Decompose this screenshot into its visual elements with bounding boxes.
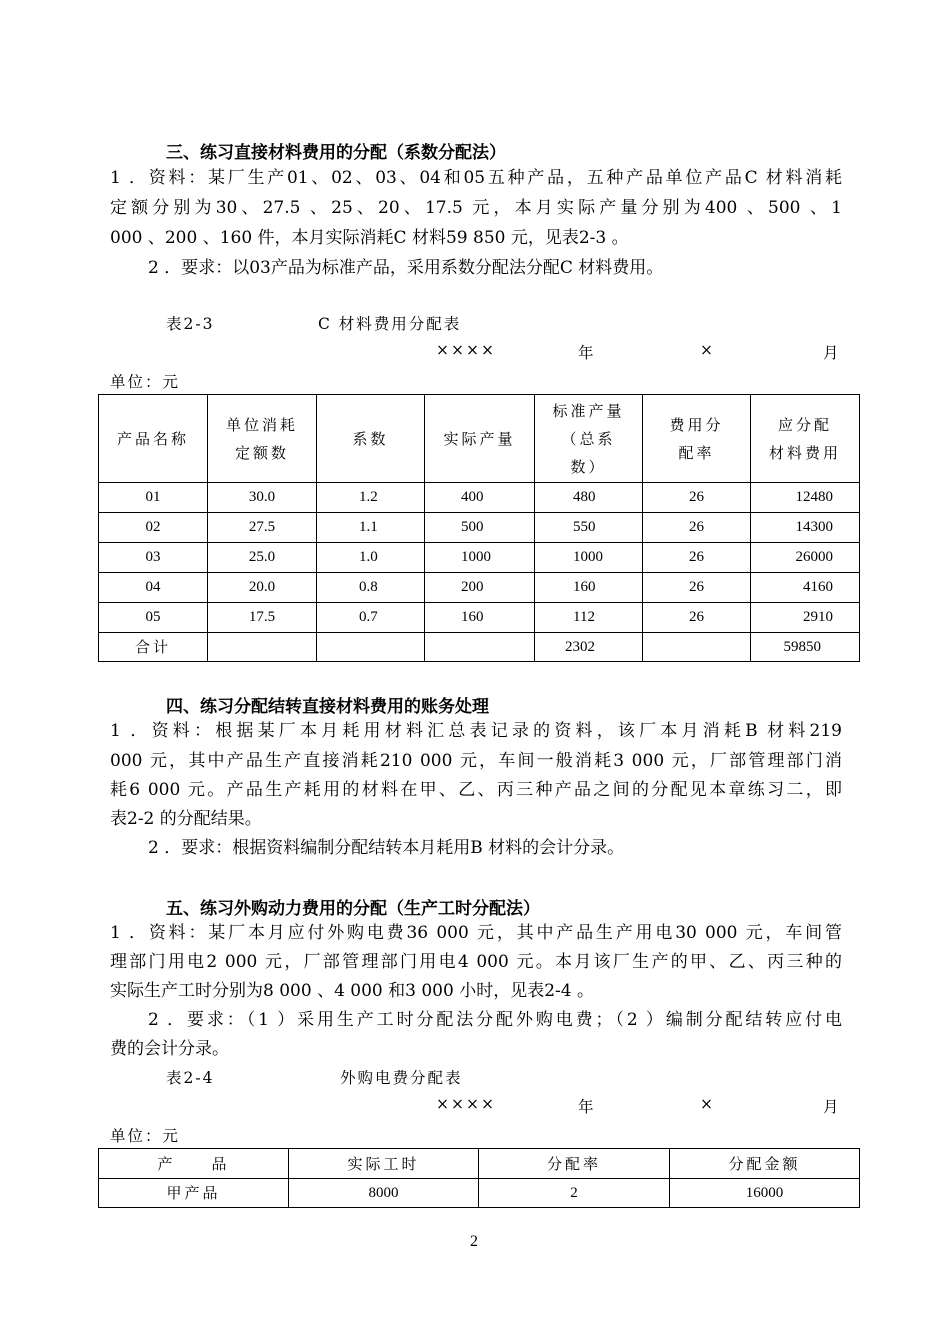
cell-rate: 26 bbox=[643, 603, 751, 633]
section4-para1-line2: 000 元，其中产品生产直接消耗210 000 元，车间一般消耗3 000 元，厂部管理部门消 bbox=[110, 751, 842, 771]
cell-amount: 16000 bbox=[670, 1179, 860, 1208]
table-row bbox=[99, 483, 860, 513]
section3-para1-line2: 定额分别为30、27.5 、25、20、17.5 元，本月实际产量分别为400 、500 、1 bbox=[110, 198, 842, 218]
table-2-4-unit: 单位：元 bbox=[110, 1127, 181, 1145]
cell-alloc: 26000 bbox=[751, 543, 860, 573]
cell-rate: 26 bbox=[643, 543, 751, 573]
section5-para2-line1: 2 ．要求：（1 ）采用生产工时分配法分配外购电费；（2 ）编制分配结转应付电 bbox=[148, 1010, 842, 1030]
cell-rate: 26 bbox=[643, 483, 751, 513]
section3-para1-line3: 000 、200 、160 件，本月实际消耗C 材料59 850 元，见表2-3 。 bbox=[110, 228, 629, 248]
cell-total-alloc: 59850 bbox=[751, 633, 860, 662]
cell-name: 05 bbox=[99, 603, 208, 633]
table-row bbox=[99, 513, 860, 543]
table-row bbox=[99, 1179, 860, 1208]
cell-empty bbox=[643, 633, 751, 662]
table-row bbox=[99, 543, 860, 573]
table-2-3-number: 表2-3 bbox=[166, 315, 215, 333]
table-2-4 bbox=[98, 1148, 860, 1208]
cell-coef: 1.0 bbox=[317, 543, 425, 573]
cell-std: 1000 bbox=[535, 543, 643, 573]
cell-hours: 8000 bbox=[289, 1179, 479, 1208]
cell-actual: 400 bbox=[425, 483, 535, 513]
table-header-row bbox=[99, 395, 860, 483]
table-row bbox=[99, 573, 860, 603]
cell-total-label: 合计 bbox=[99, 633, 208, 662]
cell-name: 03 bbox=[99, 543, 208, 573]
table-2-4-month: × bbox=[700, 1095, 715, 1113]
cell-alloc: 12480 bbox=[751, 483, 860, 513]
cell-empty bbox=[317, 633, 425, 662]
cell-name: 甲产品 bbox=[99, 1179, 289, 1208]
table-2-4-number: 表2-4 bbox=[166, 1069, 215, 1087]
cell-quota: 30.0 bbox=[208, 483, 317, 513]
header-actual-output: 实际产量 bbox=[425, 395, 535, 483]
table-total-row bbox=[99, 633, 860, 662]
header-coefficient: 系数 bbox=[317, 395, 425, 483]
table-2-4-year: ×××× bbox=[436, 1095, 496, 1113]
cell-coef: 1.2 bbox=[317, 483, 425, 513]
table-2-3-year: ×××× bbox=[436, 341, 496, 359]
cell-alloc: 14300 bbox=[751, 513, 860, 543]
section3-para1-line1: 1 ．资料：某厂生产01、02、03、04和05五种产品，五种产品单位产品C 材料消耗 bbox=[110, 168, 842, 188]
page-number: 2 bbox=[470, 1233, 478, 1250]
section4-heading: 四、练习分配结转直接材料费用的账务处理 bbox=[166, 697, 489, 717]
section5-para1-line3: 实际生产工时分别为8 000 、4 000 和3 000 小时，见表2-4 。 bbox=[110, 981, 594, 1001]
table-2-4-nian: 年 bbox=[578, 1098, 596, 1116]
cell-empty bbox=[425, 633, 535, 662]
header-allocation-rate: 费用分 配率 bbox=[643, 395, 751, 483]
section5-para1-line1: 1 ．资料：某厂本月应付外购电费36 000 元，其中产品生产用电30 000 元，车间管 bbox=[110, 923, 842, 943]
cell-name: 04 bbox=[99, 573, 208, 603]
header-product-name: 产品名称 bbox=[99, 395, 208, 483]
header-allocation-rate: 分配率 bbox=[479, 1149, 670, 1179]
header-actual-hours: 实际工时 bbox=[289, 1149, 479, 1179]
cell-coef: 0.8 bbox=[317, 573, 425, 603]
section4-para1-line3: 耗6 000 元。产品生产耗用的材料在甲、乙、丙三种产品之间的分配见本章练习二，即 bbox=[110, 780, 842, 800]
table-2-4-yue: 月 bbox=[823, 1098, 841, 1116]
cell-quota: 27.5 bbox=[208, 513, 317, 543]
cell-quota: 25.0 bbox=[208, 543, 317, 573]
cell-std: 480 bbox=[535, 483, 643, 513]
cell-actual: 500 bbox=[425, 513, 535, 543]
table-2-3-yue: 月 bbox=[823, 344, 841, 362]
header-allocated-cost: 应分配 材料费用 bbox=[751, 395, 860, 483]
cell-total-std: 2302 bbox=[535, 633, 643, 662]
cell-empty bbox=[208, 633, 317, 662]
cell-std: 550 bbox=[535, 513, 643, 543]
section4-para2: 2 ．要求：根据资料编制分配结转本月耗用B 材料的会计分录。 bbox=[148, 838, 625, 858]
cell-alloc: 4160 bbox=[751, 573, 860, 603]
cell-coef: 1.1 bbox=[317, 513, 425, 543]
cell-alloc: 2910 bbox=[751, 603, 860, 633]
cell-std: 160 bbox=[535, 573, 643, 603]
cell-quota: 20.0 bbox=[208, 573, 317, 603]
header-allocation-amount: 分配金额 bbox=[670, 1149, 860, 1179]
cell-rate: 26 bbox=[643, 573, 751, 603]
table-2-3-nian: 年 bbox=[578, 344, 596, 362]
section5-para2-line2: 费的会计分录。 bbox=[110, 1039, 229, 1059]
cell-name: 01 bbox=[99, 483, 208, 513]
cell-actual: 200 bbox=[425, 573, 535, 603]
cell-name: 02 bbox=[99, 513, 208, 543]
table-2-4-title: 外购电费分配表 bbox=[340, 1069, 463, 1087]
table-header-row bbox=[99, 1149, 860, 1179]
section4-para1-line4: 表2-2 的分配结果。 bbox=[110, 809, 262, 829]
table-row bbox=[99, 603, 860, 633]
cell-std: 112 bbox=[535, 603, 643, 633]
table-2-3 bbox=[98, 394, 860, 662]
table-2-3-unit: 单位：元 bbox=[110, 373, 181, 391]
header-standard-output: 标准产量 （总系 数） bbox=[535, 395, 643, 483]
section5-para1-line2: 理部门用电2 000 元，厂部管理部门用电4 000 元。本月该厂生产的甲、乙、丙三种的 bbox=[110, 952, 842, 972]
cell-rate: 2 bbox=[479, 1179, 670, 1208]
section4-para1-line1: 1 ．资料：根据某厂本月耗用材料汇总表记录的资料，该厂本月消耗B 材料219 bbox=[110, 721, 842, 741]
section5-heading: 五、练习外购动力费用的分配（生产工时分配法） bbox=[166, 899, 540, 919]
section3-heading: 三、练习直接材料费用的分配（系数分配法） bbox=[166, 143, 506, 163]
cell-actual: 160 bbox=[425, 603, 535, 633]
table-2-3-title: C 材料费用分配表 bbox=[318, 315, 462, 333]
table-2-3-month: × bbox=[700, 341, 715, 359]
cell-quota: 17.5 bbox=[208, 603, 317, 633]
cell-rate: 26 bbox=[643, 513, 751, 543]
cell-coef: 0.7 bbox=[317, 603, 425, 633]
header-product: 产 品 bbox=[99, 1149, 289, 1179]
section3-para2: 2 ．要求：以03产品为标准产品，采用系数分配法分配C 材料费用。 bbox=[148, 258, 664, 278]
header-unit-quota: 单位消耗 定额数 bbox=[208, 395, 317, 483]
cell-actual: 1000 bbox=[425, 543, 535, 573]
